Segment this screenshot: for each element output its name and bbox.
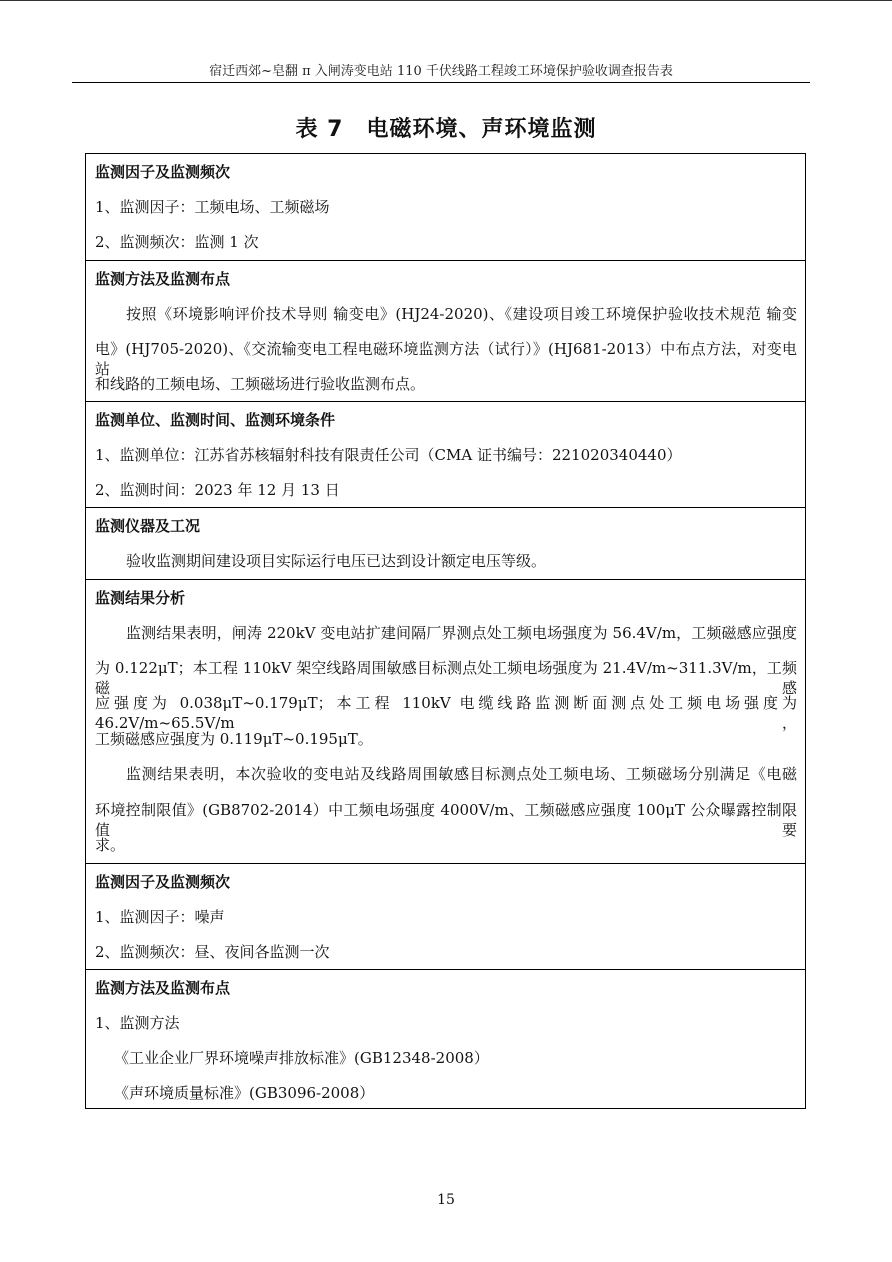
- section-em-factors: [86, 154, 805, 260]
- page-header: 宿迁西郊~皂翻 π 入闸涛变电站 110 千伏线路工程竣工环境保护验收调查报告表: [72, 62, 810, 83]
- top-border: [0, 0, 892, 1]
- section-em-results: [86, 579, 805, 863]
- section-heading: 监测方法及监测布点: [95, 270, 231, 288]
- section-heading: 监测单位、监测时间、监测环境条件: [95, 411, 336, 429]
- standard-line: 《工业企业厂界环境噪声排放标准》(GB12348-2008）: [114, 1049, 489, 1067]
- section-heading: 监测因子及监测频次: [95, 163, 231, 181]
- section-line: 1、监测因子：工频电场、工频磁场: [95, 198, 330, 216]
- section-line: 1、监测单位：江苏省苏核辐射科技有限责任公司（CMA 证书编号：221020340440）: [95, 446, 682, 464]
- paragraph-line: 验收监测期间建设项目实际运行电压已达到设计额定电压等级。: [126, 552, 547, 570]
- paragraph-line: 环境控制限值》(GB8702-2014）中工频电场强度 4000V/m、工频磁感应强度 100μT 公众曝露控制限值要: [95, 801, 797, 839]
- section-em-unit-time: [86, 401, 805, 507]
- section-noise-factors: [86, 863, 805, 969]
- section-heading: 监测仪器及工况: [95, 517, 201, 535]
- monitoring-table: [85, 153, 806, 1109]
- section-line: 1、监测因子：噪声: [95, 908, 225, 926]
- section-line: 2、监测频次：昼、夜间各监测一次: [95, 943, 330, 961]
- paragraph-line: 按照《环境影响评价技术导则 输变电》(HJ24-2020)、《建设项目竣工环境保护验收技术规范 输变: [126, 305, 797, 323]
- page-title: 表 7 电磁环境、声环境监测: [295, 117, 597, 142]
- section-em-instruments: [86, 507, 805, 579]
- section-noise-methods: [86, 969, 805, 1108]
- paragraph-line: 监测结果表明，闸涛 220kV 变电站扩建间隔厂界测点处工频电场强度为 56.4V/m，工频磁感应强度: [126, 624, 797, 642]
- paragraph-line: 为 0.122μT；本工程 110kV 架空线路周围敏感目标测点处工频电场强度为 21.4V/m~311.3V/m，工频磁感: [95, 659, 797, 697]
- section-heading: 监测方法及监测布点: [95, 979, 231, 997]
- section-em-methods: [86, 260, 805, 401]
- standard-line: 《声环境质量标准》(GB3096-2008）: [114, 1084, 375, 1102]
- section-heading: 监测结果分析: [95, 589, 186, 607]
- section-heading: 监测因子及监测频次: [95, 873, 231, 891]
- page-number: 15: [437, 1192, 455, 1208]
- paragraph-line: 电》(HJ705-2020)、《交流输变电工程电磁环境监测方法（试行）》(HJ681-2013）中布点方法，对变电站: [95, 340, 797, 378]
- section-line: 1、监测方法: [95, 1014, 180, 1032]
- paragraph-line: 应强度为 0.038μT~0.179μT；本工程 110kV 电缆线路监测断面测点处工频电场强度为 46.2V/m~65.5V/m，: [95, 694, 797, 732]
- paragraph-line: 工频磁感应强度为 0.119μT~0.195μT。: [95, 730, 373, 748]
- section-line: 2、监测频次：监测 1 次: [95, 233, 259, 251]
- paragraph-line: 监测结果表明，本次验收的变电站及线路周围敏感目标测点处工频电场、工频磁场分别满足《电磁: [126, 765, 797, 783]
- section-line: 2、监测时间：2023 年 12 月 13 日: [95, 481, 340, 499]
- paragraph-line: 求。: [95, 836, 126, 854]
- paragraph-line: 和线路的工频电场、工频磁场进行验收监测布点。: [95, 375, 426, 393]
